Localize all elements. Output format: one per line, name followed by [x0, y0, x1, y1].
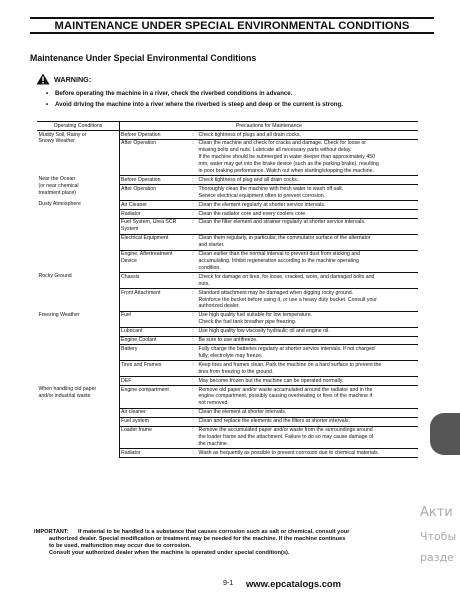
- precaution-line: Standard attachment may be damaged when digging rocky ground.: [198, 289, 354, 296]
- location-line: Device: [121, 258, 137, 264]
- location-line: Before Operation: [121, 131, 161, 138]
- operating-condition-cell: [37, 201, 119, 273]
- separator-colon: :: [189, 289, 197, 312]
- precaution-line: If the machine should be submerged in water deeper than approximately 450: [198, 154, 375, 161]
- precaution-line: Wash as frequently as possible to prevent corrosion due to chemical materials.: [198, 449, 380, 456]
- location-line: Before Operation: [121, 176, 161, 183]
- separator-colon: :: [189, 386, 197, 409]
- important-label: IMPORTANT:: [34, 529, 69, 535]
- condition-line: and/or industrial waste: [38, 392, 91, 399]
- precaution-line: Clean the machine and check for cracks and damage. Check for loose or: [198, 140, 367, 147]
- location-cell: [119, 361, 189, 377]
- operating-condition-cell: [37, 311, 119, 385]
- location-line: Lubricant: [121, 328, 143, 335]
- condition-line: treatment place): [38, 190, 76, 197]
- warning-triangle-icon: [36, 73, 50, 85]
- precaution-line: missing bolts and nuts. Lubricate all necessary parts without delay.: [198, 147, 352, 154]
- separator-colon: :: [189, 234, 197, 250]
- location-line: Loader frame: [121, 427, 152, 434]
- precaution-cell: [197, 408, 418, 417]
- warning-bullet: • Avoid driving the machine into a river where the riverbed is steep and deep or the current is strong.: [46, 99, 426, 110]
- condition-line: Dusty Atmosphere: [38, 201, 81, 208]
- precaution-line: and starter.: [198, 242, 225, 249]
- precaution-cell: [197, 417, 418, 426]
- precaution-line: tires from freezing to the ground.: [198, 368, 274, 375]
- location-line: Air Cleaner: [121, 201, 147, 208]
- location-line: Air cleaner: [121, 409, 146, 416]
- condition-line: Snowy Weather: [38, 138, 76, 145]
- precaution-line: Thoroughly clean the machine with fresh water to wash off salt.: [198, 185, 344, 192]
- maintenance-table: [37, 121, 418, 458]
- location-line: Tires and Frames: [121, 361, 162, 368]
- location-line: Radiator: [121, 449, 141, 456]
- condition-line: (or near chemical: [38, 183, 79, 190]
- precaution-line: Clean them regularly, in particular, the commutator surface of the alternator: [198, 235, 371, 242]
- separator-colon: :: [189, 449, 197, 458]
- table-row: [37, 201, 418, 210]
- separator-colon: :: [189, 201, 197, 210]
- location-line: Engine compartment: [121, 386, 169, 393]
- precaution-line: the machine.: [198, 440, 229, 447]
- precaution-line: in poor braking performance. Watch out when starting/stopping the machine.: [198, 168, 374, 175]
- activation-overlay-line: Чтобы: [420, 530, 457, 543]
- location-line: DEF: [121, 377, 132, 384]
- operating-condition-cell: [37, 131, 119, 176]
- location-cell: [119, 139, 189, 176]
- important-note: [34, 529, 424, 557]
- precaution-cell: [197, 336, 418, 345]
- table-row: [37, 273, 418, 289]
- precaution-line: Keep tires and frames clean. Park the machine on a hard surface to prevent the: [198, 361, 382, 368]
- precaution-line: Use high quality low viscosity hydraulic oil and engine oil.: [198, 328, 330, 335]
- separator-colon: :: [189, 417, 197, 426]
- activation-overlay-line: разде: [420, 551, 454, 564]
- precaution-line: Check tightness of plug and all drain cocks.: [198, 176, 299, 183]
- location-cell: [119, 176, 189, 185]
- precaution-cell: [197, 131, 418, 140]
- separator-colon: :: [189, 336, 197, 345]
- precaution-cell: [197, 311, 418, 327]
- section-subtitle: Maintenance Under Special Environmental Conditions: [30, 53, 257, 63]
- section-tab: [430, 413, 460, 455]
- precaution-cell: [197, 218, 418, 234]
- location-cell: [119, 417, 189, 426]
- separator-colon: :: [189, 139, 197, 176]
- header-precautions: Precautions for Maintenance: [119, 122, 418, 131]
- separator-colon: :: [189, 426, 197, 449]
- separator-colon: :: [189, 210, 197, 219]
- location-line: Fuel System, Urea SCR: [121, 219, 177, 226]
- activation-overlay-line: Акти: [420, 505, 453, 520]
- separator-colon: :: [189, 273, 197, 289]
- operating-condition-cell: [37, 273, 119, 312]
- precaution-line: Clean and replace the elements and the filters at shorter intervals.: [198, 418, 350, 425]
- separator-colon: :: [189, 176, 197, 185]
- location-line: Engine, Aftertreatment: [121, 251, 173, 258]
- precaution-cell: [197, 185, 418, 201]
- page-number: 9-1: [223, 578, 234, 587]
- precaution-line: the loader frame and the attachment. Failure to do so may cause damage of: [198, 433, 374, 440]
- separator-colon: :: [189, 131, 197, 140]
- precaution-line: not removed.: [198, 400, 229, 407]
- separator-colon: :: [189, 345, 197, 361]
- precaution-line: May become frozen but the machine can be operated normally.: [198, 377, 344, 384]
- location-line: Front Attachment: [121, 289, 161, 296]
- table-header-row: [37, 122, 418, 131]
- location-cell: [119, 289, 189, 312]
- table-row: [37, 311, 418, 327]
- precaution-line: Remove the accumulated paper and/or waste from the surroundings around: [198, 427, 373, 434]
- table-body: [37, 131, 418, 458]
- precaution-line: Use high quality fuel suitable for low temperature.: [198, 312, 313, 319]
- warning-heading: [36, 73, 91, 85]
- precaution-cell: [197, 327, 418, 336]
- location-cell: [119, 345, 189, 361]
- precaution-line: Clean earlier than the normal interval to prevent dust from sticking and: [198, 251, 360, 258]
- table-row: [37, 176, 418, 185]
- warning-bullet: • Before operating the machine in a river, check the riverbed conditions in advance.: [46, 88, 426, 99]
- precaution-line: Clean the element regularly at shorter service intervals.: [198, 201, 326, 208]
- precaution-line: nuts.: [198, 280, 210, 287]
- location-cell: [119, 201, 189, 210]
- precaution-cell: [197, 210, 418, 219]
- precaution-cell: [197, 449, 418, 458]
- watermark-url: www.epcatalogs.com: [246, 578, 341, 589]
- separator-colon: :: [189, 361, 197, 377]
- precaution-cell: [197, 377, 418, 386]
- important-line: Consult your authorized dealer when the machine is operated under special condition(s).: [49, 550, 290, 557]
- page-header: [30, 17, 434, 34]
- location-line: Battery: [121, 345, 138, 352]
- separator-colon: :: [189, 185, 197, 201]
- location-line: After Operation: [121, 140, 157, 147]
- precaution-line: Service electrical equipment often to prevent corrosion.: [198, 192, 326, 199]
- location-cell: [119, 250, 189, 273]
- precaution-line: engine compartment, possibly causing overheating or fires of the machine if: [198, 393, 373, 400]
- location-cell: [119, 386, 189, 409]
- precaution-line: mm, water may get into the brake device (such as the parking brake), resulting: [198, 161, 379, 168]
- table-row: [37, 386, 418, 409]
- location-cell: [119, 273, 189, 289]
- operating-condition-cell: [37, 386, 119, 458]
- important-line: If material to be handled is a substance that causes corrosion such as salt or chemical, consult your: [78, 529, 350, 535]
- precaution-line: Check tightness of plugs and all drain cocks.: [198, 131, 301, 138]
- location-line: Fuel system: [121, 418, 149, 425]
- operating-condition-cell: [37, 176, 119, 201]
- precaution-line: fully, electrolyte may freeze.: [198, 352, 263, 359]
- location-cell: [119, 327, 189, 336]
- location-cell: [119, 185, 189, 201]
- location-line: Engine Coolant: [121, 337, 157, 344]
- precaution-line: Check for damage on tires, for loose, cracked, worn, and damaged bolts and: [198, 273, 375, 280]
- location-line: Radiator: [121, 210, 141, 217]
- warning-bullets: [46, 88, 426, 110]
- precaution-cell: [197, 289, 418, 312]
- location-cell: [119, 336, 189, 345]
- precaution-line: Clean the radiator core and every coolers core.: [198, 210, 307, 217]
- location-cell: [119, 426, 189, 449]
- location-line: Chassis: [121, 273, 140, 280]
- separator-colon: :: [189, 218, 197, 234]
- table-row: [37, 131, 418, 140]
- precaution-cell: [197, 139, 418, 176]
- precaution-cell: [197, 201, 418, 210]
- precaution-line: Reinforce the bucket before using it, or use a heavy duty bucket. Consult your: [198, 296, 377, 303]
- precaution-cell: [197, 361, 418, 377]
- location-cell: [119, 449, 189, 458]
- location-cell: [119, 210, 189, 219]
- precaution-cell: [197, 250, 418, 273]
- location-cell: [119, 311, 189, 327]
- important-line: to be used, malfunction may occur due to corrosion.: [49, 543, 191, 550]
- precaution-line: Be sure to use antifreeze.: [198, 337, 258, 344]
- separator-colon: :: [189, 408, 197, 417]
- location-line: Electrical Equipment: [121, 235, 169, 242]
- location-cell: [119, 408, 189, 417]
- condition-line: Rocky Ground: [38, 273, 72, 280]
- precaution-line: Remove old paper and/or waste accumulated around the radiator and in the: [198, 386, 373, 393]
- warning-label: WARNING:: [54, 74, 92, 84]
- precaution-cell: [197, 386, 418, 409]
- page-header-title: MAINTENANCE UNDER SPECIAL ENVIRONMENTAL CONDITIONS: [54, 19, 410, 32]
- condition-line: Freezing Weather: [38, 311, 80, 318]
- precaution-line: Fully charge the batteries regularly at shorter service intervals. If not charged: [198, 345, 375, 352]
- condition-line: Near the Ocean: [38, 176, 76, 183]
- separator-colon: :: [189, 250, 197, 273]
- separator-colon: :: [189, 327, 197, 336]
- location-cell: [119, 218, 189, 234]
- precaution-line: Clean the filter element and strainer regularly at shorter service intervals.: [198, 219, 366, 226]
- precaution-cell: [197, 273, 418, 289]
- condition-line: When handling old paper: [38, 386, 97, 392]
- location-cell: [119, 377, 189, 386]
- separator-colon: :: [189, 311, 197, 327]
- header-operating-conditions: Operating Conditions: [37, 122, 119, 131]
- location-cell: [119, 131, 189, 140]
- location-line: System: [121, 226, 139, 233]
- precaution-cell: [197, 345, 418, 361]
- precaution-line: Clean the element at shorter intervals.: [198, 409, 287, 416]
- precaution-line: Check the fuel tank breather pipe freezing.: [198, 319, 297, 326]
- precaution-line: condition.: [198, 264, 221, 271]
- separator-colon: :: [189, 377, 197, 386]
- precaution-line: authorized dealer.: [198, 303, 240, 310]
- precaution-line: accumulating. Inhibit regeneration according to the machine operating: [198, 258, 359, 264]
- precaution-cell: [197, 176, 418, 185]
- location-line: Fuel: [121, 312, 132, 319]
- precaution-cell: [197, 426, 418, 449]
- condition-line: Muddy Soil, Rainy or: [38, 131, 87, 138]
- location-line: After Operation: [121, 185, 157, 192]
- important-line: authorized dealer. Special modification or treatment may be needed for the machine. If the machine continues: [49, 536, 346, 543]
- precaution-cell: [197, 234, 418, 250]
- location-cell: [119, 234, 189, 250]
